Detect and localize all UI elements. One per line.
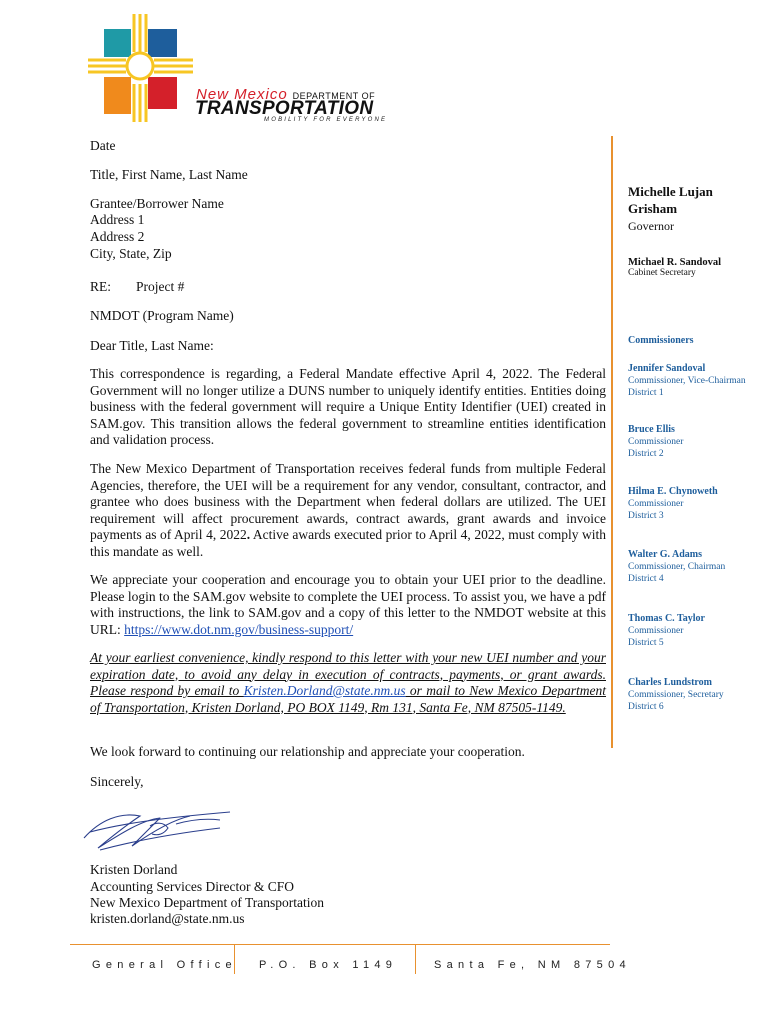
secretary-block: [628, 257, 721, 278]
commissioner-district: District 2: [628, 449, 664, 459]
date-line: Date: [90, 138, 116, 153]
commissioners-heading: Commissioners: [628, 335, 694, 346]
signer-title: Accounting Services Director & CFO: [90, 879, 294, 894]
body-paragraph-1: This correspondence is regarding, a Federal Mandate effective April 4, 2022. The Federal Government will no longer utilize a DUNS number to uniquely identify entities. Entities doing business with the federal government will require a Unique Entity Identifier (UEI) created in SAM.gov. This transition allows the federal government to streamline entities identification and validation process.: [90, 366, 606, 447]
signer-name: Kristen Dorland: [90, 862, 178, 877]
logo-teal-quad: [104, 29, 131, 57]
re-value: Project #: [136, 279, 185, 294]
commissioner-role: Commissioner, Vice-Chairman: [628, 376, 746, 386]
closing: Sincerely,: [90, 774, 144, 789]
commissioner-entry: [628, 485, 718, 522]
address-line-2: Address 1: [90, 212, 145, 227]
address-line-3: Address 2: [90, 229, 145, 244]
body-paragraph-2-text: The New Mexico Department of Transportation receives federal funds from multiple Federal Agencies, therefore, the UEI will be a requirement for any vendor, consultant, contractor, and grantee who does business with the Department when federal dollars are utilized. The UEI requirement will affect procurement awards, contract awards, grant awards and invoice payments as of April 4, 2022: [90, 461, 606, 542]
commissioner-district: District 4: [628, 574, 664, 584]
body-paragraph-3: [90, 572, 606, 638]
commissioner-role: Commissioner: [628, 437, 684, 447]
commissioner-entry: [628, 548, 725, 585]
salutation: Dear Title, Last Name:: [90, 338, 214, 353]
commissioner-district: District 5: [628, 638, 664, 648]
address-line-1: Grantee/Borrower Name: [90, 196, 224, 211]
commissioner-district: District 6: [628, 702, 664, 712]
program-line: NMDOT (Program Name): [90, 308, 234, 323]
commissioner-role: Commissioner: [628, 626, 684, 636]
governor-name: Michelle Lujan Grisham: [628, 184, 713, 216]
commissioner-entry: [628, 362, 746, 399]
logo-tagline: MOBILITY FOR EVERYONE: [264, 117, 388, 123]
business-support-link[interactable]: https://www.dot.nm.gov/business-support/: [124, 621, 354, 637]
logo-orange-quad: [104, 77, 131, 114]
logo-state-name: New Mexico DEPARTMENT OF: [196, 86, 376, 103]
logo-agency-name: TRANSPORTATION: [195, 98, 374, 119]
secretary-title: Cabinet Secretary: [628, 268, 696, 278]
commissioner-name: Thomas C. Taylor: [628, 613, 705, 624]
body-paragraph-4-tail: or mail to New Mexico Department of Transportation, Kristen Dorland, PO BOX 1149, Rm 131, Santa Fe, NM 87505-1149.: [90, 683, 607, 715]
commissioner-entry: [628, 423, 683, 460]
body-paragraph-3-text: We appreciate your cooperation and encourage you to obtain your UEI prior to the deadline. Please login to the SAM.gov website to complete the UEI process. To assist you, we have a pdf with instructions, the link to SAM.gov and a copy of this letter to the NMDOT website at this URL:: [90, 572, 606, 637]
commissioner-district: District 1: [628, 388, 664, 398]
commissioner-name: Jennifer Sandoval: [628, 363, 706, 374]
commissioner-name: Charles Lundstrom: [628, 677, 712, 688]
body-paragraph-5: We look forward to continuing our relationship and appreciate your cooperation.: [90, 744, 525, 759]
sidebar-divider: [611, 136, 613, 748]
commissioner-name: Bruce Ellis: [628, 424, 675, 435]
commissioner-role: Commissioner, Chairman: [628, 562, 726, 572]
zia-sun-logo-icon: [88, 14, 193, 122]
handwritten-signature: [80, 798, 240, 862]
body-paragraph-4-text: At your earliest convenience, kindly respond to this letter with your new UEI number and your expiration date, to avoid any delay in execution of contracts, payments, or grant awards. Please respond by email to: [90, 650, 606, 698]
commissioner-name: Hilma E. Chynoweth: [628, 486, 718, 497]
logo-red-quad: [148, 77, 177, 109]
logo-blue-quad: [148, 29, 177, 57]
body-paragraph-2-tail: Active awards executed prior to April 4, 2022, must comply with this mandate as well.: [90, 527, 607, 559]
commissioner-role: Commissioner: [628, 499, 684, 509]
footer-city: Santa Fe, NM 87504: [434, 959, 631, 971]
response-email-link[interactable]: Kristen.Dorland@state.nm.us: [243, 683, 406, 698]
signer-org: New Mexico Department of Transportation: [90, 895, 324, 910]
commissioner-name: Walter G. Adams: [628, 549, 702, 560]
recipient-name: Title, First Name, Last Name: [90, 167, 248, 182]
nmdot-logo: [88, 14, 388, 122]
commissioner-role: Commissioner, Secretary: [628, 690, 724, 700]
governor-block: [628, 183, 738, 234]
body-paragraph-4: [90, 650, 606, 716]
re-label: RE:: [90, 279, 112, 294]
commissioner-entry: [628, 676, 724, 713]
governor-title: Governor: [628, 219, 674, 233]
address-line-4: City, State, Zip: [90, 246, 172, 261]
commissioner-district: District 3: [628, 511, 664, 521]
footer-divider: [415, 944, 416, 974]
body-paragraph-2: The New Mexico Department of Transportation receives federal funds from multiple Federal Agencies, therefore, the UEI will be a requirement for any vendor, consultant, contractor, and grantee who does business with the Department when federal dollars are utilized. The UEI requirement will affect procurement awards, contract awards, grant awards and invoice payments as of April 4, 2022. Active awards executed prior to April 4, 2022, must comply with this mandate as well.: [90, 461, 607, 559]
footer-office: General Office: [92, 959, 237, 971]
commissioner-entry: [628, 612, 705, 649]
signer-email: kristen.dorland@state.nm.us: [90, 911, 245, 926]
secretary-name: Michael R. Sandoval: [628, 257, 722, 268]
footer-pobox: P.O. Box 1149: [259, 959, 398, 971]
footer-rule: [70, 944, 610, 945]
